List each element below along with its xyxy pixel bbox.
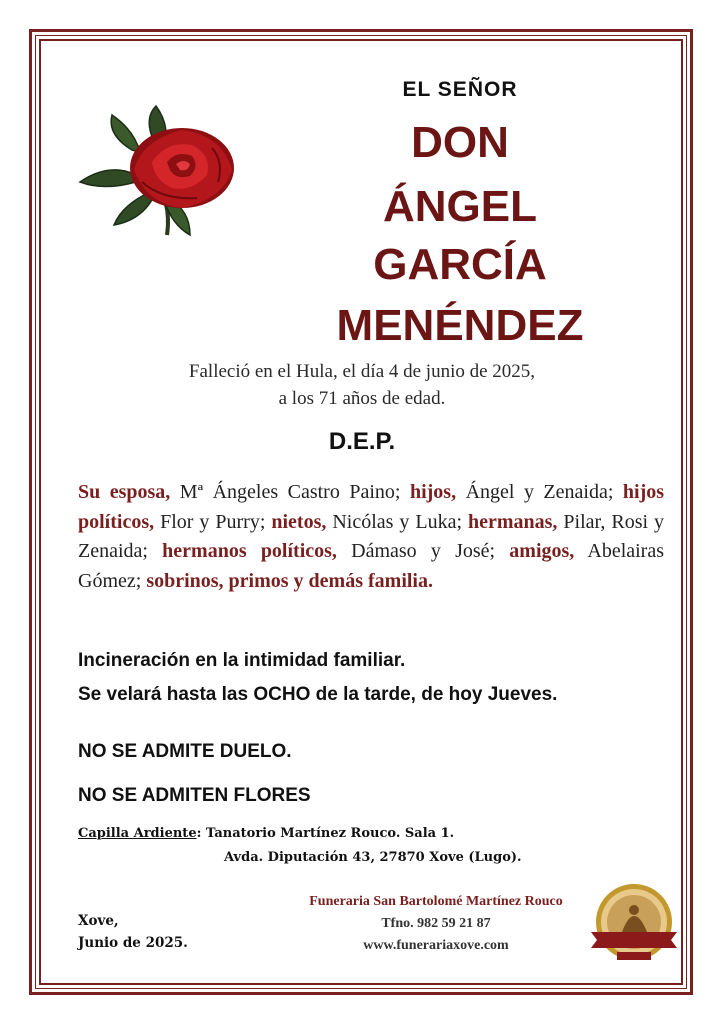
- family-members: Pilar, Rosi y Zenaida;: [78, 510, 665, 562]
- family-members: Mª Ángeles Castro Paino;: [170, 481, 410, 503]
- place-date: [78, 910, 188, 954]
- deceased-name-line-2: ÁNGEL: [383, 182, 537, 231]
- no-mourning-note: NO SE ADMITE DUELO.: [78, 741, 292, 762]
- date: Junio de 2025.: [78, 935, 188, 951]
- family-relation: Su esposa,: [78, 481, 171, 503]
- chapel-value: : Tanatorio Martínez Rouco. Sala 1.: [196, 826, 455, 841]
- chapel-address: Avda. Diputación 43, 27870 Xove (Lugo).: [224, 850, 522, 865]
- funeral-home-name: Funeraria San Bartolomé Martínez Rouco: [309, 894, 563, 909]
- family-members: Ángel y Zenaida;: [456, 481, 623, 503]
- family-relation: hijos políticos,: [78, 481, 665, 533]
- family-relation: hijos,: [409, 481, 457, 503]
- family-relation: hermanos políticos,: [162, 540, 337, 562]
- family-members: Abelairas Gómez;: [78, 540, 665, 592]
- deceased-name-line-3: GARCÍA: [373, 240, 547, 289]
- death-details: [80, 358, 644, 412]
- deceased-name-line-1: DON: [411, 118, 509, 167]
- death-date-line: Falleció en el Hula, el día 4 de junio de 2025,: [188, 361, 536, 382]
- funeral-home-info: [286, 891, 586, 957]
- chapel-line: [78, 826, 454, 841]
- funeral-home-phone: Tfno. 982 59 21 87: [381, 916, 491, 931]
- family-members: Nicólas y Luka;: [326, 510, 468, 533]
- dep-heading: D.E.P.: [328, 428, 396, 455]
- funeral-home-seal-icon: [587, 880, 681, 964]
- no-flowers-note: NO SE ADMITEN FLORES: [78, 785, 311, 806]
- family-members: Dámaso y José;: [336, 540, 510, 562]
- family-relation: nietos,: [271, 510, 327, 533]
- rose-icon: [72, 100, 242, 240]
- age-line: a los 71 años de edad.: [278, 388, 446, 409]
- family-relation: sobrinos, primos y demás familia.: [146, 569, 433, 592]
- family-paragraph: [78, 478, 664, 596]
- family-relation: hermanas,: [467, 510, 558, 533]
- deceased-name-line-4: MENÉNDEZ: [336, 301, 584, 350]
- family-relation: amigos,: [509, 540, 575, 562]
- funeral-home-website[interactable]: www.funerariaxove.com: [363, 938, 509, 953]
- cremation-note: Incineración en la intimidad familiar.: [78, 650, 406, 671]
- chapel-label: Capilla Ardiente: [78, 826, 197, 841]
- family-members: Flor y Purry;: [154, 510, 272, 533]
- title-prefix: EL SEÑOR: [402, 78, 518, 101]
- wake-note: Se velará hasta las OCHO de la tarde, de hoy Jueves.: [78, 684, 558, 705]
- place: Xove,: [78, 913, 119, 929]
